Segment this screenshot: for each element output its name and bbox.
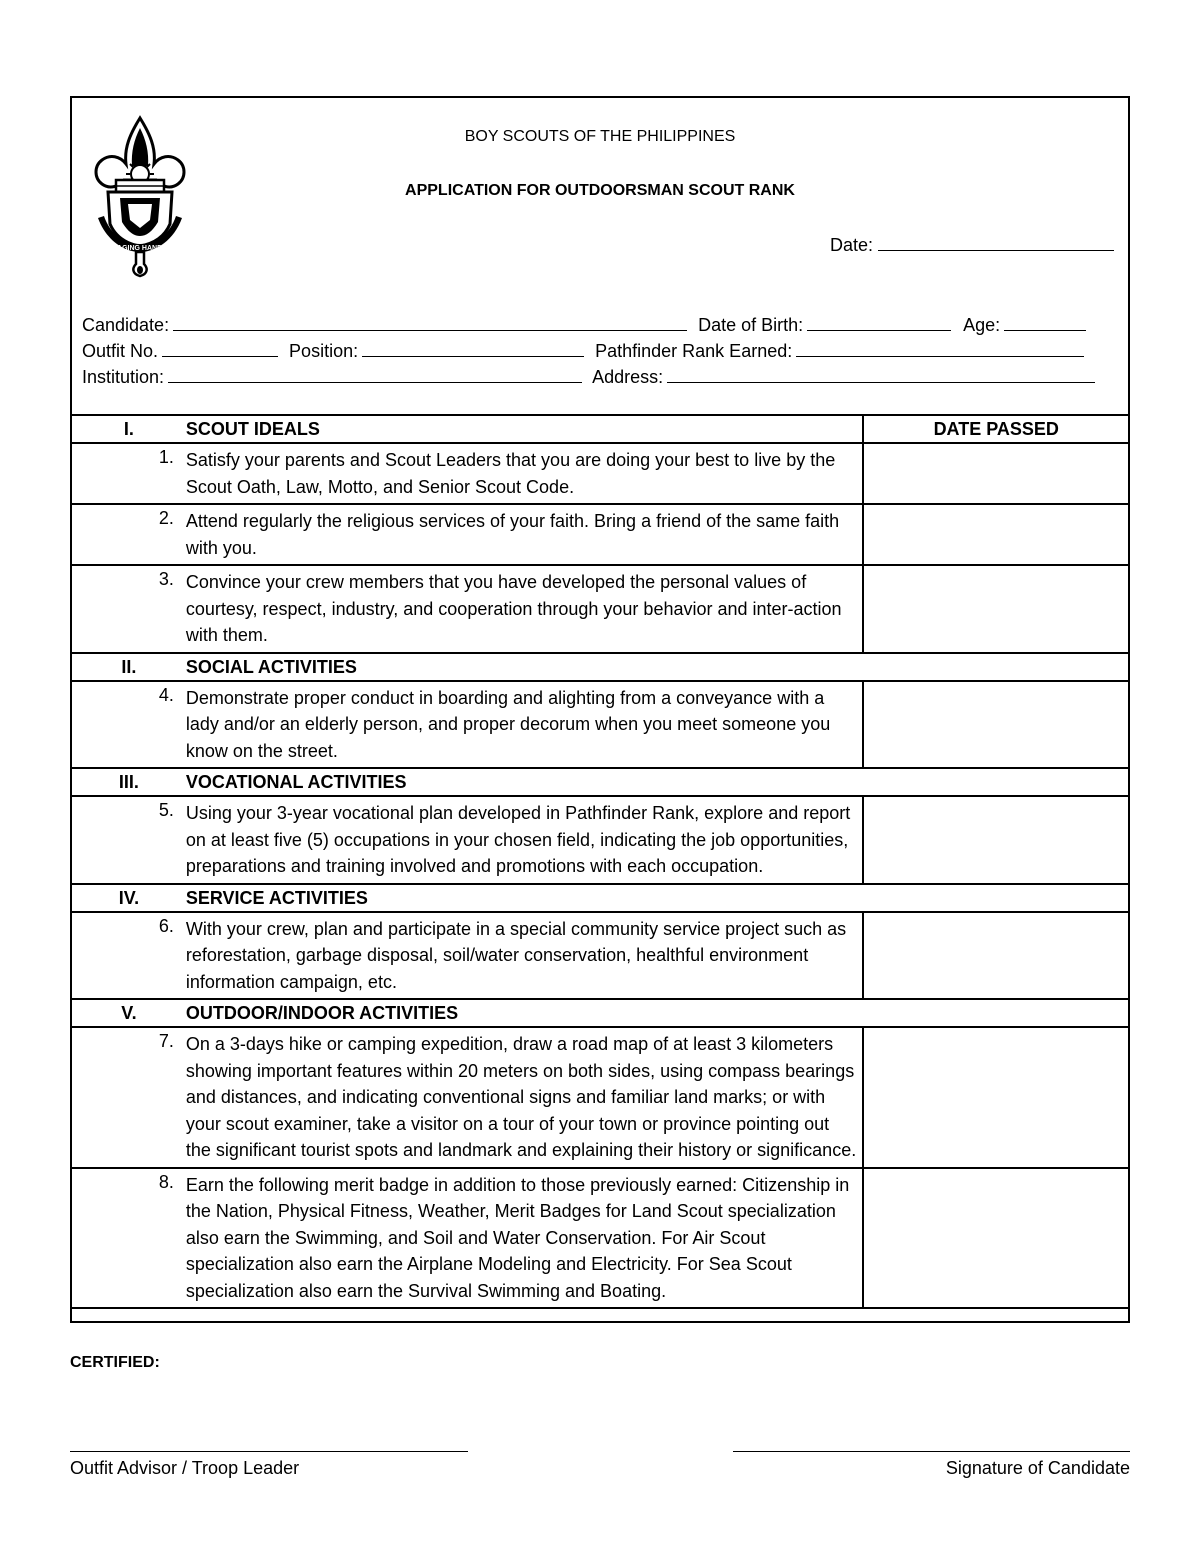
requirement-row <box>71 443 1129 504</box>
pathfinder-rank-label: Pathfinder Rank Earned: <box>595 341 793 361</box>
requirement-text: Earn the following merit badge in addition to those previously earned: Citizenship in the Nation, Physical Fitness, Weather, Merit Badges for Land Scout specialization also earn the Swimming, and Soil and Water Conservation. For Air Scout specialization also earn the Airplane Modeling and Electricity. For Sea Scout specialization also earn the Survival Swimming and Boating. <box>186 1168 864 1309</box>
date-passed-cell[interactable] <box>863 912 1129 1000</box>
requirement-number: 7. <box>71 1027 186 1168</box>
institution-label: Institution: <box>82 367 165 387</box>
requirement-row <box>71 1027 1129 1168</box>
position-label: Position: <box>289 341 359 361</box>
section-title: SOCIAL ACTIVITIES <box>186 653 1129 681</box>
section-header-row <box>71 884 1129 912</box>
requirement-text: Demonstrate proper conduct in boarding and alighting from a conveyance with a lady and/or an elderly person, and proper decorum when you meet someone you know on the street. <box>186 681 864 769</box>
requirement-row <box>71 912 1129 1000</box>
outfit-no-label: Outfit No. <box>82 341 159 361</box>
institution-field[interactable] <box>168 364 582 383</box>
candidate-row <box>82 312 1086 336</box>
address-label: Address: <box>592 367 664 387</box>
date-field[interactable] <box>878 232 1114 251</box>
requirement-text: Satisfy your parents and Scout Leaders that you are doing your best to live by the Scout Oath, Law, Motto, and Senior Scout Code. <box>186 443 864 504</box>
requirement-number: 4. <box>71 681 186 769</box>
advisor-signature-label: Outfit Advisor / Troop Leader <box>70 1458 300 1478</box>
requirement-number: 3. <box>71 565 186 653</box>
requirement-row <box>71 504 1129 565</box>
candidate-signature-label: Signature of Candidate <box>945 1458 1130 1478</box>
date-label: Date: <box>830 235 874 255</box>
date-passed-cell[interactable] <box>863 504 1129 565</box>
form-title: APPLICATION FOR OUTDOORSMAN SCOUT RANK <box>405 182 795 199</box>
section-numeral: V. <box>71 999 186 1027</box>
date-row <box>830 232 1114 256</box>
date-passed-cell[interactable] <box>863 796 1129 884</box>
requirement-text: With your crew, plan and participate in a special community service project such as reforestation, garbage disposal, soil/water conservation, healthful environment information campaign, etc. <box>186 912 864 1000</box>
section-header-row <box>71 999 1129 1027</box>
requirement-text: On a 3-days hike or camping expedition, draw a road map of at least 3 kilometers showing important features within 20 meters on both sides, using compass bearings and distances, and indicating conventional signs and familiar land marks; or with your scout examiner, take a visitor on a tour of your town or province pointing out the significant tourist spots and landmark and explaining their history or significance. <box>186 1027 864 1168</box>
section-numeral: III. <box>71 768 186 796</box>
outfit-row <box>82 338 1084 362</box>
requirement-row <box>71 681 1129 769</box>
section-numeral: I. <box>71 415 186 443</box>
candidate-signature-line[interactable] <box>733 1451 1130 1452</box>
section-numeral: IV. <box>71 884 186 912</box>
requirement-row <box>71 1168 1129 1309</box>
organization-title: BOY SCOUTS OF THE PHILIPPINES <box>464 128 736 145</box>
requirements-table <box>70 414 1130 1309</box>
age-label: Age: <box>963 315 1001 335</box>
requirement-number: 8. <box>71 1168 186 1309</box>
requirement-row <box>71 565 1129 653</box>
section-title: SCOUT IDEALS <box>186 415 864 443</box>
address-field[interactable] <box>667 364 1095 383</box>
date-of-birth-field[interactable] <box>807 312 951 331</box>
requirement-number: 1. <box>71 443 186 504</box>
section-header-row <box>71 415 1129 443</box>
section-title: VOCATIONAL ACTIVITIES <box>186 768 1129 796</box>
logo-motto-text: LAGING HANDA <box>112 245 168 252</box>
date-passed-header: DATE PASSED <box>863 415 1129 443</box>
advisor-signature-line[interactable] <box>70 1451 468 1452</box>
requirement-number: 5. <box>71 796 186 884</box>
certified-label: CERTIFIED: <box>70 1354 160 1371</box>
section-numeral: II. <box>71 653 186 681</box>
candidate-label: Candidate: <box>82 315 170 335</box>
section-title: OUTDOOR/INDOOR ACTIVITIES <box>186 999 1129 1027</box>
date-passed-cell[interactable] <box>863 1027 1129 1168</box>
section-header-row <box>71 768 1129 796</box>
pathfinder-rank-field[interactable] <box>796 338 1084 357</box>
section-header-row <box>71 653 1129 681</box>
age-field[interactable] <box>1004 312 1086 331</box>
requirement-number: 2. <box>71 504 186 565</box>
section-title: SERVICE ACTIVITIES <box>186 884 1129 912</box>
date-passed-cell[interactable] <box>863 565 1129 653</box>
date-of-birth-label: Date of Birth: <box>698 315 804 335</box>
requirement-text: Using your 3-year vocational plan developed in Pathfinder Rank, explore and report on at least five (5) occupations in your chosen field, indicating the job opportunities, preparations and training involved and promotions with each occupation. <box>186 796 864 884</box>
requirement-number: 6. <box>71 912 186 1000</box>
requirement-text: Convince your crew members that you have developed the personal values of courtesy, respect, industry, and cooperation through your behavior and inter-action with them. <box>186 565 864 653</box>
position-field[interactable] <box>362 338 584 357</box>
requirement-row <box>71 796 1129 884</box>
requirement-text: Attend regularly the religious services of your faith. Bring a friend of the same faith with you. <box>186 504 864 565</box>
candidate-field[interactable] <box>173 312 687 331</box>
outfit-no-field[interactable] <box>162 338 278 357</box>
institution-row <box>82 364 1095 388</box>
date-passed-cell[interactable] <box>863 1168 1129 1309</box>
date-passed-cell[interactable] <box>863 443 1129 504</box>
date-passed-cell[interactable] <box>863 681 1129 769</box>
